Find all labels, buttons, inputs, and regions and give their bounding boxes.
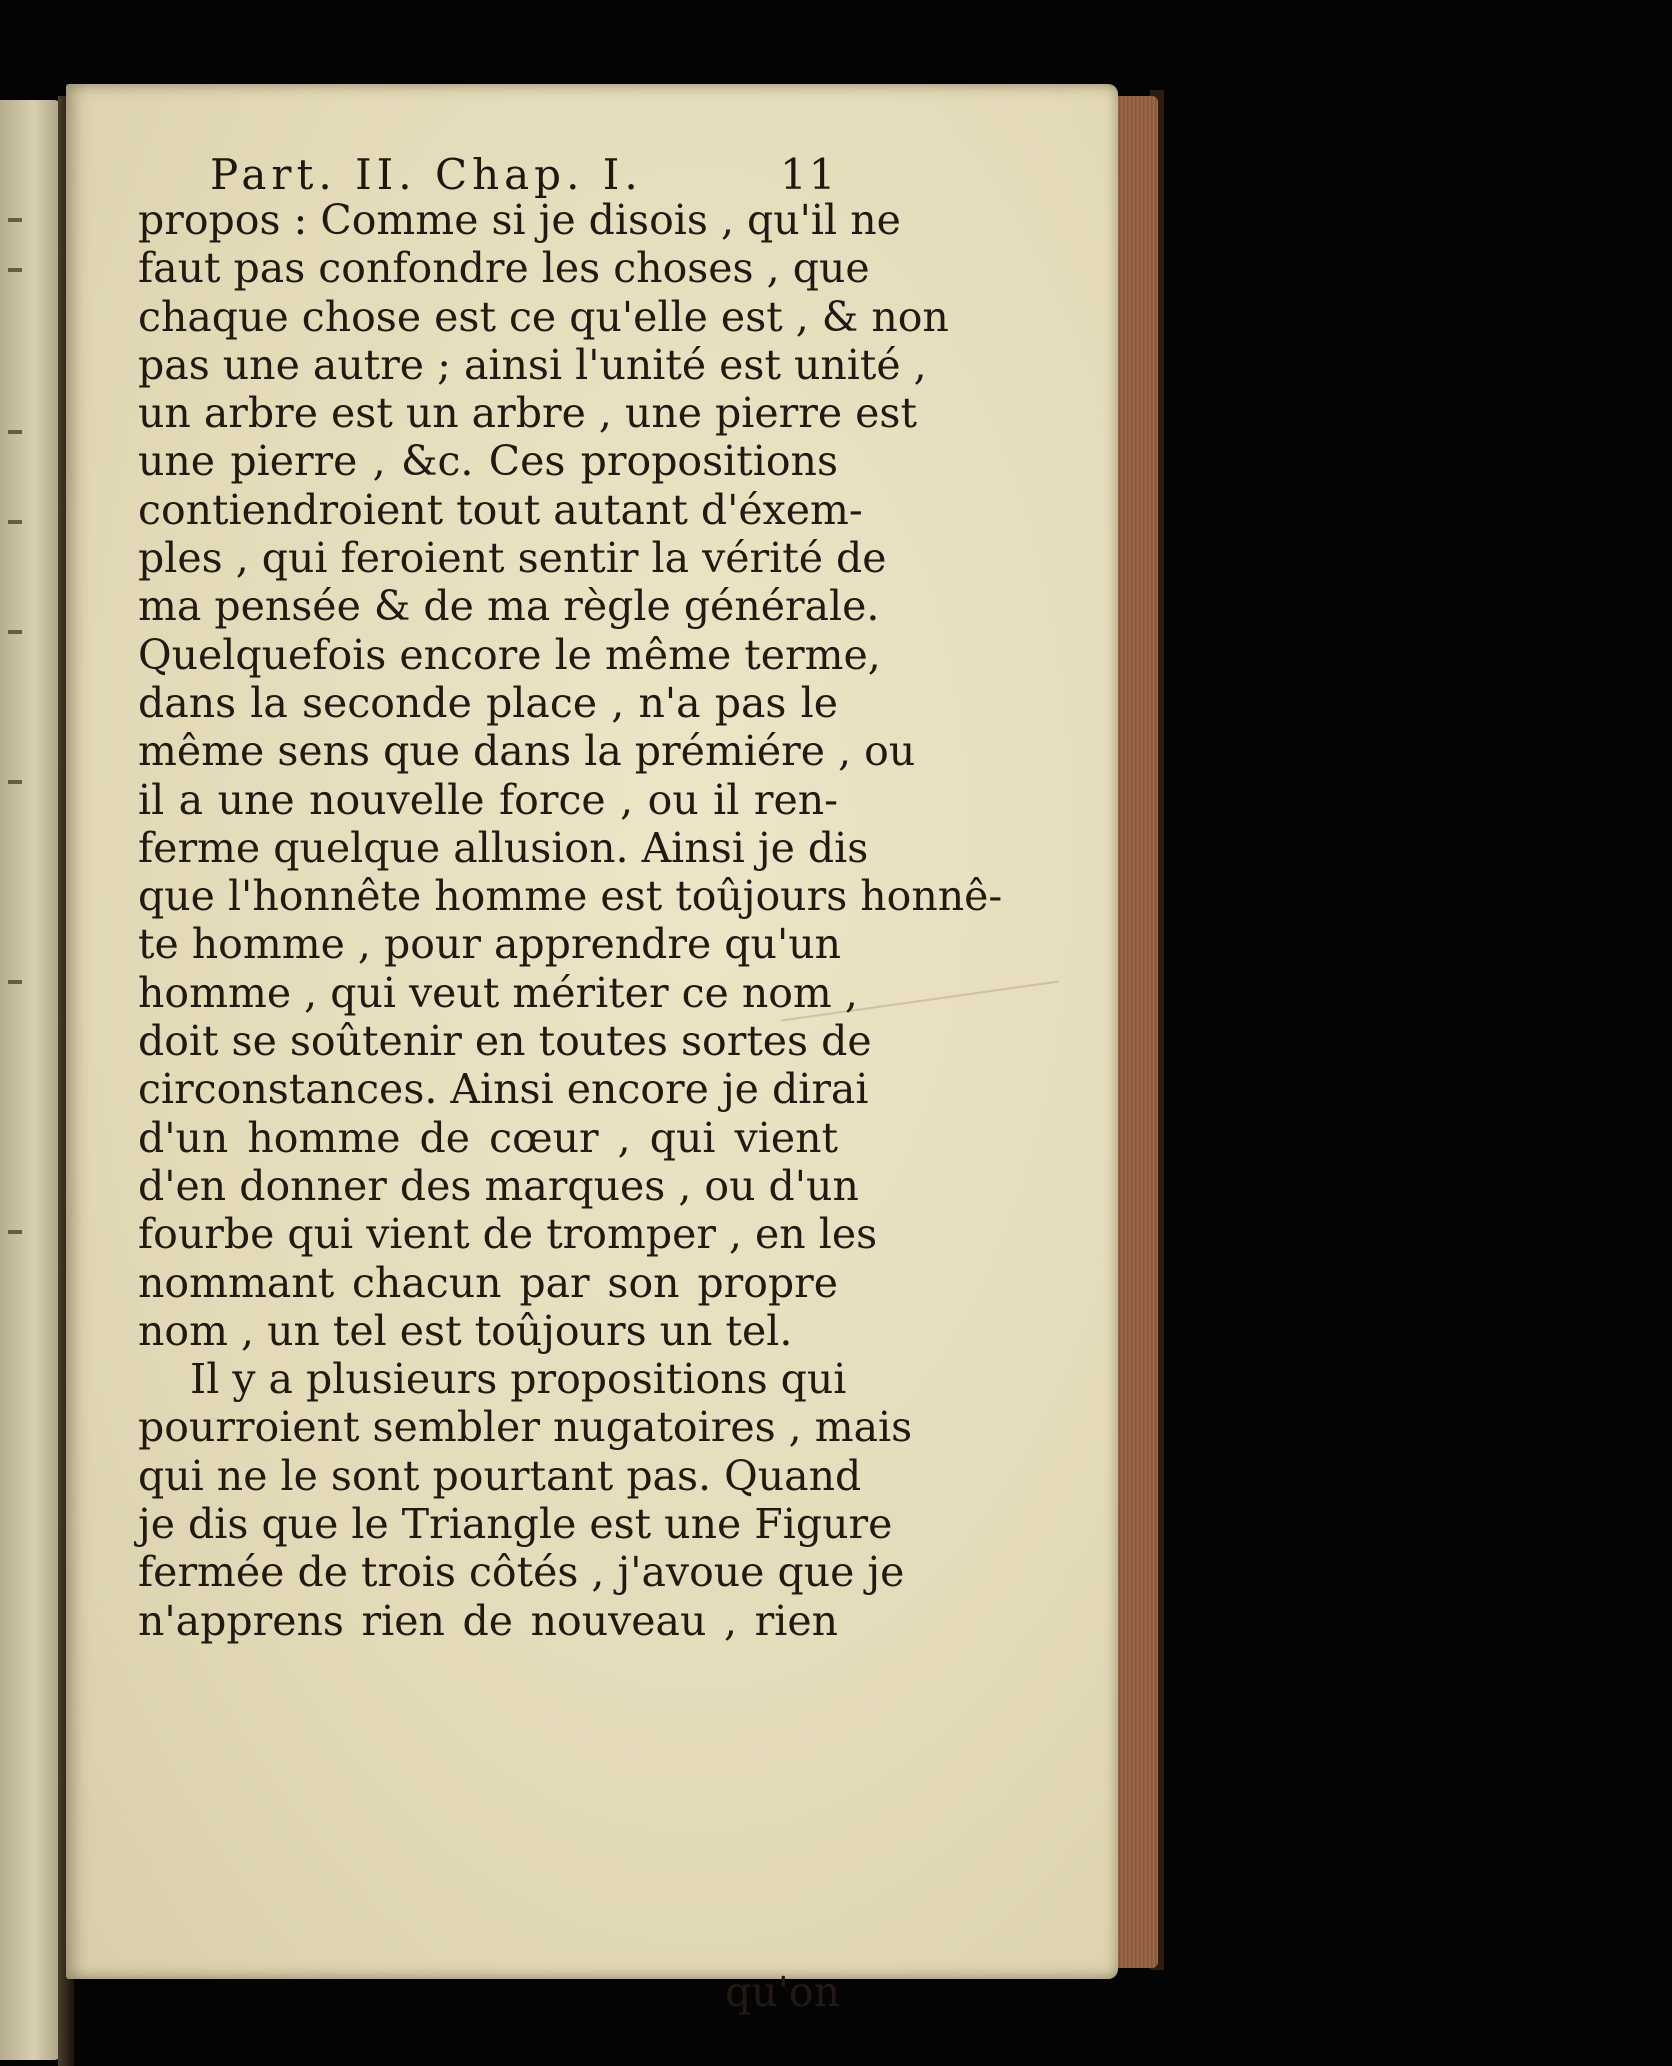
text-line: dans la seconde place , n'a pas le xyxy=(138,678,838,727)
text-line: même sens que dans la prémiére , ou xyxy=(138,727,916,776)
facing-page-mark xyxy=(8,630,22,634)
facing-page-mark xyxy=(8,218,22,222)
running-head-title: Part. II. Chap. I. xyxy=(210,150,643,199)
text-line: chaque chose est ce qu'elle est , & non xyxy=(138,292,949,341)
text-line: Il y a plusieurs propositions qui xyxy=(190,1355,847,1404)
facing-page-mark xyxy=(8,268,22,272)
text-line: d'en donner des marques , ou d'un xyxy=(138,1161,859,1210)
text-line: pourroient sembler nugatoires , mais xyxy=(138,1403,913,1452)
facing-page-mark xyxy=(8,980,22,984)
text-line: nommant chacun par son propre xyxy=(138,1258,838,1307)
facing-page-mark xyxy=(8,1230,22,1234)
text-line: n'apprens rien de nouveau , rien xyxy=(138,1596,838,1645)
page-number: 11 xyxy=(780,150,838,199)
text-line: une pierre , &c. Ces propositions xyxy=(138,437,838,486)
text-line: circonstances. Ainsi encore je dirai xyxy=(138,1065,869,1114)
text-line: Quelquefois encore le même terme, xyxy=(138,630,881,679)
facing-page-mark xyxy=(8,520,22,524)
page-block-edge xyxy=(1112,96,1158,1968)
text-line: fermée de trois côtés , j'avoue que je xyxy=(138,1548,905,1597)
text-line: je dis que le Triangle est une Figure xyxy=(138,1500,893,1549)
text-line: homme , qui veut mériter ce nom , xyxy=(138,968,858,1017)
facing-page-edge xyxy=(0,100,62,2060)
catchword: qu'on xyxy=(725,1968,841,2016)
page-text xyxy=(138,196,1003,1645)
text-line: faut pas confondre les choses , que xyxy=(138,244,870,293)
text-line: d'un homme de cœur , qui vient xyxy=(138,1113,838,1162)
text-line: que l'honnête homme est toûjours honnê- xyxy=(138,872,1003,921)
text-line: nom , un tel est toûjours un tel. xyxy=(138,1306,793,1355)
text-line: un arbre est un arbre , une pierre est xyxy=(138,389,917,438)
text-line: pas une autre ; ainsi l'unité est unité , xyxy=(138,340,927,389)
facing-page-mark xyxy=(8,780,22,784)
text-line: ples , qui feroient sentir la vérité de xyxy=(138,534,887,583)
text-line: doit se soûtenir en toutes sortes de xyxy=(138,1017,872,1066)
text-line: ferme quelque allusion. Ainsi je dis xyxy=(138,823,869,872)
text-line: il a une nouvelle force , ou il ren- xyxy=(138,775,838,824)
text-line: contiendroient tout autant d'éxem- xyxy=(138,485,863,534)
text-line: qui ne le sont pourtant pas. Quand xyxy=(138,1451,862,1500)
text-line: fourbe qui vient de tromper , en les xyxy=(138,1210,878,1259)
facing-page-mark xyxy=(8,430,22,434)
text-line: te homme , pour apprendre qu'un xyxy=(138,920,842,969)
text-line: propos : Comme si je disois , qu'il ne xyxy=(138,196,901,244)
text-line: ma pensée & de ma règle générale. xyxy=(138,582,880,631)
